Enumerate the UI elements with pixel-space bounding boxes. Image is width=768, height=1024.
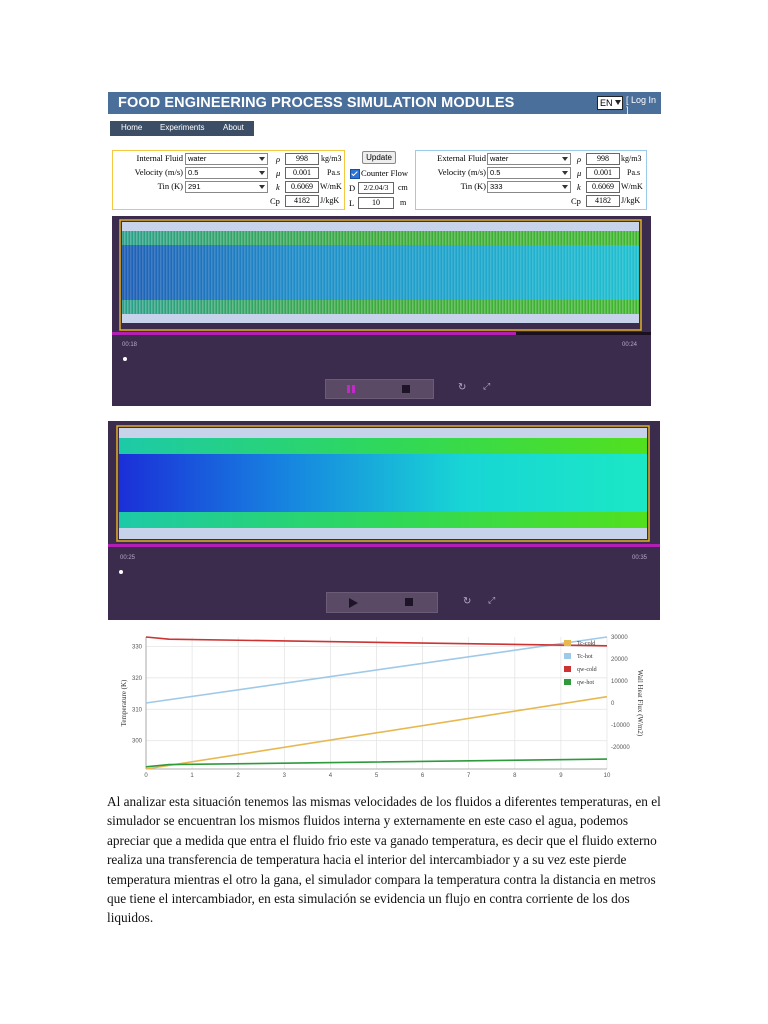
loop-icon[interactable]: ↻: [458, 382, 467, 393]
volume-dot[interactable]: [119, 570, 123, 574]
mu-symbol: μ: [577, 168, 582, 178]
length-symbol: L: [349, 198, 355, 208]
internal-tin-label: Tin (K): [157, 181, 183, 191]
x-tick-label: 4: [328, 773, 333, 779]
external-velocity-label: Velocity (m/s): [437, 167, 486, 177]
k-symbol: k: [276, 182, 280, 192]
y-right-tick-label: 10000: [611, 679, 628, 685]
app-header: [108, 92, 661, 114]
current-time: 00:18: [122, 342, 138, 348]
pause-icon[interactable]: [347, 385, 350, 393]
legend-swatch: [564, 679, 571, 685]
rho-symbol: ρ: [577, 154, 582, 164]
playback-controls: [325, 379, 434, 399]
temperature-chart: [112, 629, 650, 779]
y-right-tick-label: -10000: [611, 723, 630, 729]
x-tick-label: 10: [603, 773, 611, 779]
legend-swatch: [564, 666, 571, 672]
internal-k-field[interactable]: 0.6069: [285, 181, 319, 193]
internal-cp-field[interactable]: 4182: [285, 195, 319, 207]
video-player-1: [112, 216, 651, 406]
y-tick-label: 310: [131, 707, 142, 714]
play-icon[interactable]: [349, 598, 358, 608]
rho-unit: kg/m3: [621, 154, 642, 163]
y-right-tick-label: 20000: [611, 657, 628, 663]
cp-symbol: Cp: [571, 196, 581, 206]
y-right-tick-label: -20000: [611, 745, 630, 751]
rho-symbol: ρ: [276, 154, 281, 164]
external-fluid-label: External Fluid: [437, 153, 486, 163]
stop-icon[interactable]: [405, 598, 413, 606]
internal-tin-value: 291: [188, 182, 201, 191]
total-time: 00:24: [622, 342, 638, 348]
x-tick-label: 7: [467, 773, 471, 779]
chevron-down-icon: [562, 185, 568, 189]
chevron-down-icon: [259, 171, 265, 175]
loop-icon[interactable]: ↻: [463, 596, 472, 607]
external-cp-field[interactable]: 4182: [586, 195, 620, 207]
external-fluid-select[interactable]: [487, 153, 571, 165]
x-tick-label: 8: [513, 773, 517, 779]
main-nav: [110, 121, 254, 136]
y-right-tick-label: 30000: [611, 635, 628, 641]
counter-flow-checkbox[interactable]: [350, 169, 360, 179]
diameter-unit: cm: [398, 183, 408, 192]
chevron-down-icon: [259, 185, 265, 189]
pause-icon-bar: [352, 385, 355, 393]
external-tin-label: Tin (K): [460, 181, 486, 191]
legend-label: qw-cold: [577, 667, 597, 673]
cp-unit: J/kgK: [621, 196, 641, 205]
x-tick-label: 0: [144, 773, 148, 779]
nav-item-home[interactable]: Home: [121, 123, 143, 132]
external-velocity-select[interactable]: [487, 167, 571, 179]
description-paragraph: Al analizar esta situación tenemos las mismas velocidades de los fluidos a diferentes temperaturas, en el simulador se encuentran los mismos fluidos interna y externamente en este caso el agua, podemos apreciar que a medida que entra el fluido frio este va ganado temperatura, es decir que el fluido externo realiza una transferencia de temperatura hacia el interior del intercambiador y a su vez este pierde temperatura mientras el otro la gana, el simulador compara la temperatura contra la distancia en metros que tiene el intercambiador, en esta simulación se evidencia un flujo en contra corriente de los dos liquidos.: [107, 794, 661, 926]
fullscreen-icon[interactable]: ⤢: [488, 596, 496, 606]
description-text: [107, 792, 663, 928]
external-fluid-value: water: [490, 154, 509, 163]
internal-fluid-panel: [112, 150, 345, 210]
k-unit: W/mK: [621, 182, 643, 191]
video-frame-1: [112, 216, 651, 406]
y-axis-title: Temperature (K): [120, 679, 128, 727]
video-player-2: [108, 421, 660, 620]
chevron-down-icon: [562, 171, 568, 175]
x-tick-label: 5: [374, 773, 379, 779]
x-tick-label: 2: [236, 773, 240, 779]
internal-fluid-value: water: [188, 154, 207, 163]
language-select[interactable]: [597, 96, 623, 110]
app-title: FOOD ENGINEERING PROCESS SIMULATION MODULES: [118, 95, 515, 111]
external-k-field[interactable]: 0.6069: [586, 181, 620, 193]
update-button[interactable]: Update: [362, 151, 396, 164]
x-tick-label: 3: [282, 773, 286, 779]
external-tin-select[interactable]: [487, 181, 571, 193]
mu-unit: Pa.s: [627, 168, 641, 177]
external-mu-field[interactable]: 0.001: [586, 167, 620, 179]
total-time: 00:35: [632, 555, 648, 561]
x-tick-label: 1: [190, 773, 194, 779]
x-tick-label: 9: [559, 773, 563, 779]
external-velocity-value: 0.5: [490, 168, 501, 177]
progress-fill: [108, 544, 660, 547]
fullscreen-icon[interactable]: ⤢: [483, 382, 491, 392]
volume-dot[interactable]: [123, 357, 127, 361]
y-right-axis-title: Wall Heat Flux (W/m2): [636, 669, 644, 737]
x-tick-label: 6: [420, 773, 425, 779]
y-right-tick-label: 0: [611, 701, 615, 707]
legend-swatch: [564, 640, 571, 646]
external-fluid-panel: [415, 150, 647, 210]
internal-fluid-label: Internal Fluid: [136, 153, 183, 163]
external-tin-value: 333: [490, 182, 503, 191]
nav-item-about[interactable]: About: [223, 123, 244, 132]
stop-icon[interactable]: [402, 385, 410, 393]
legend-label: Tc-hot: [577, 654, 593, 660]
chevron-down-icon: [562, 157, 568, 161]
length-field[interactable]: 10: [358, 197, 394, 209]
video-frame-2: [108, 421, 660, 620]
legend-label: Tc-cold: [577, 641, 596, 647]
chart-svg: [112, 629, 650, 779]
internal-velocity-value: 0.5: [188, 168, 199, 177]
login-link[interactable]: [ Log In ]: [626, 95, 657, 115]
legend-label: qw-hot: [577, 680, 594, 686]
progress-track[interactable]: [112, 332, 651, 335]
legend-swatch: [564, 653, 571, 659]
internal-mu-field[interactable]: 0.001: [285, 167, 319, 179]
nav-item-experiments[interactable]: Experiments: [160, 123, 205, 132]
internal-velocity-label: Velocity (m/s): [134, 167, 183, 177]
progress-track[interactable]: [108, 544, 660, 547]
language-value: EN: [600, 98, 613, 108]
rho-unit: kg/m3: [321, 154, 342, 163]
y-tick-label: 320: [131, 675, 142, 682]
cp-symbol: Cp: [270, 196, 280, 206]
mu-symbol: μ: [276, 168, 281, 178]
diameter-symbol: D: [349, 183, 356, 193]
y-tick-label: 330: [131, 644, 142, 651]
chevron-down-icon: [615, 100, 621, 105]
current-time: 00:25: [120, 555, 136, 561]
mu-unit: Pa.s: [327, 168, 341, 177]
internal-rho-field[interactable]: 998: [285, 153, 319, 165]
playback-controls: [326, 592, 438, 613]
cp-unit: J/kgK: [320, 196, 340, 205]
chevron-down-icon: [259, 157, 265, 161]
internal-tin-select[interactable]: [185, 181, 268, 193]
y-tick-label: 300: [131, 738, 142, 745]
external-rho-field[interactable]: 998: [586, 153, 620, 165]
length-unit: m: [400, 198, 407, 207]
progress-fill: [112, 332, 516, 335]
internal-velocity-select[interactable]: [185, 167, 268, 179]
k-symbol: k: [577, 182, 581, 192]
k-unit: W/mK: [320, 182, 342, 191]
diameter-field[interactable]: 2/2.04/3: [358, 182, 394, 194]
counter-flow-label: Counter Flow: [361, 168, 408, 178]
internal-fluid-select[interactable]: [185, 153, 268, 165]
